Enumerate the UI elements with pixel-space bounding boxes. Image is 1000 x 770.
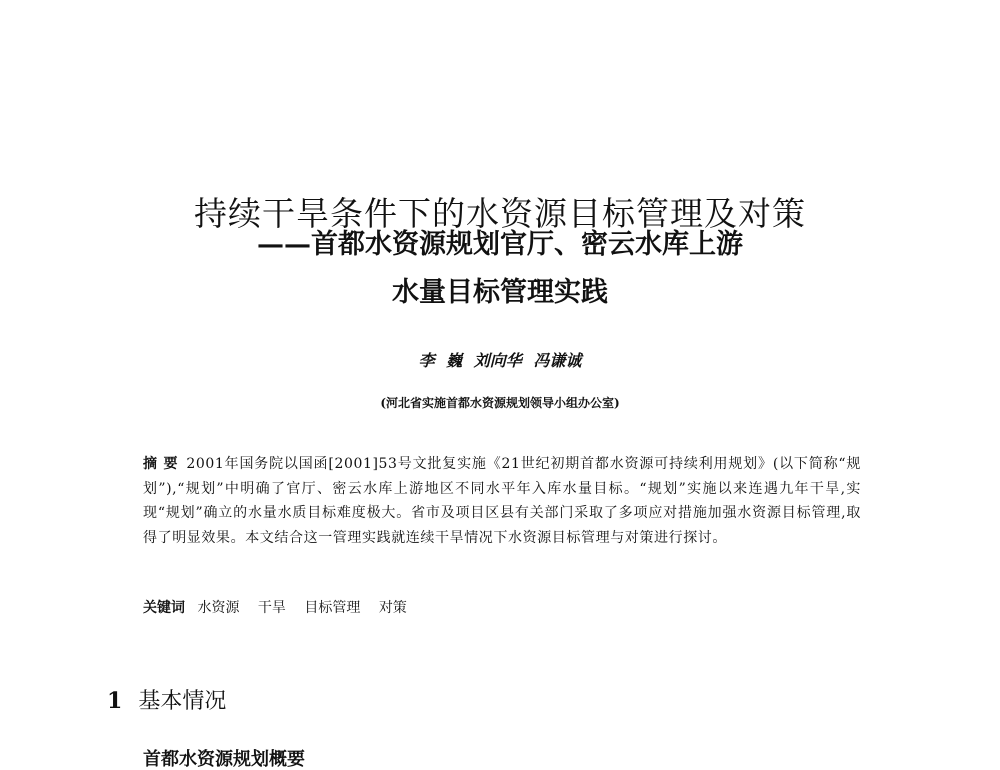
keyword-item: 水资源 xyxy=(197,600,240,616)
paper-subtitle-line2: 水量目标管理实践 xyxy=(392,277,608,308)
keyword-item: 对策 xyxy=(378,600,407,616)
cut-off-next-line: 首都水资源规划概要 xyxy=(143,749,305,770)
abstract-label: 摘 要 xyxy=(143,456,179,472)
abstract-text: 2001年国务院以国函[2001]53号文批复实施《21世纪初期首都水资源可持续利用规划》(以下简称“规划”),“规划”中明确了官厅、密云水库上游地区不同水平年入库水量目标。“规划”实施以来连遇九年干旱,实现“规划”确立的水量水质目标难度极大。省市及项目区县有关部门采取了多项应对措施加强水资源目标管理,取得了明显效果。本文结合这一管理实践就连续干旱情况下水资源目标管理与对策进行探讨。 xyxy=(143,456,861,546)
author-name: 李 巍 xyxy=(418,351,463,370)
section-heading xyxy=(107,684,226,715)
keywords-label: 关键词 xyxy=(143,600,185,616)
keyword-item: 干旱 xyxy=(257,600,286,616)
author-name: 刘向华 xyxy=(473,351,522,370)
keywords-block xyxy=(143,597,421,617)
section-number: 1 xyxy=(107,688,123,714)
paper-title: 持续干旱条件下的水资源目标管理及对策 xyxy=(194,194,806,234)
paper-subtitle-line1: ——首都水资源规划官厅、密云水库上游 xyxy=(257,229,743,260)
keyword-item: 目标管理 xyxy=(304,600,361,616)
author-name: 冯谦诚 xyxy=(533,351,582,370)
author-affiliation: (河北省实施首都水资源规划领导小组办公室) xyxy=(380,396,620,410)
abstract-block xyxy=(143,452,861,550)
author-list xyxy=(0,348,1000,371)
section-title: 基本情况 xyxy=(138,689,227,714)
